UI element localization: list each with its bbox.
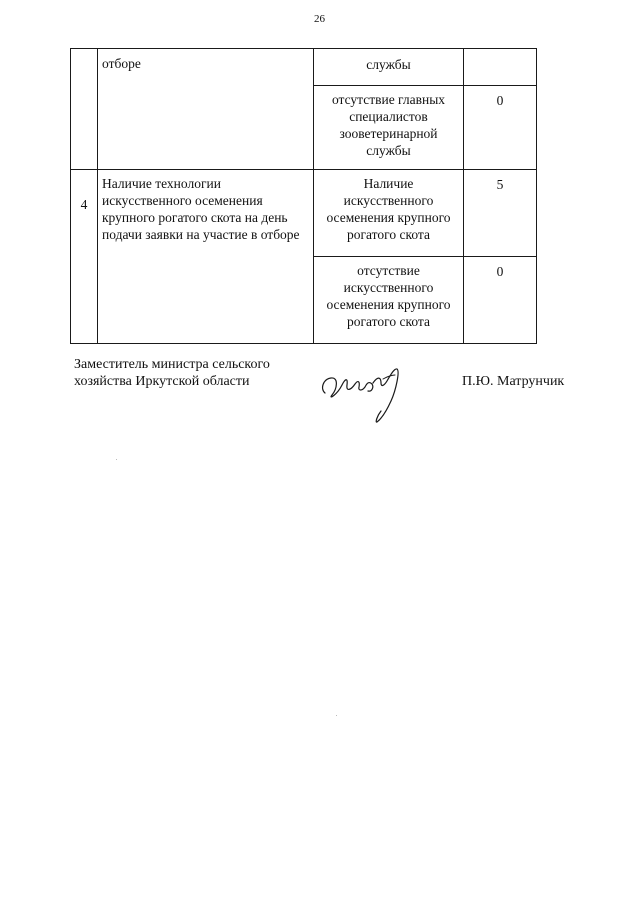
table-row — [71, 170, 537, 257]
option-cell: Наличие искусственного осеменения крупного рогатого скота — [314, 170, 464, 257]
page-number: 26 — [314, 13, 325, 25]
criteria-table — [70, 48, 537, 344]
score-cell: 0 — [464, 257, 537, 344]
score-cell — [464, 49, 537, 86]
score-cell: 0 — [464, 86, 537, 170]
scan-speck — [336, 715, 337, 716]
score-cell: 5 — [464, 170, 537, 257]
row-number-cell — [71, 49, 98, 170]
option-cell: службы — [314, 49, 464, 86]
row-number-cell: 4 — [71, 170, 98, 344]
signer-position-title: Заместитель министра сельского хозяйства Иркутской области — [74, 357, 270, 389]
scan-speck — [116, 459, 117, 460]
option-cell: отсутствие главных специалистов зооветеринарной службы — [314, 86, 464, 170]
criterion-cell: отборе — [98, 49, 314, 170]
table-row — [71, 49, 537, 86]
option-cell: отсутствие искусственного осеменения крупного рогатого скота — [314, 257, 464, 344]
criterion-cell: Наличие технологии искусственного осеменения крупного рогатого скота на день подачи заявки на участие в отборе — [98, 170, 314, 344]
signer-name: П.Ю. Матрунчик — [462, 374, 565, 389]
handwritten-signature-icon — [317, 356, 417, 428]
